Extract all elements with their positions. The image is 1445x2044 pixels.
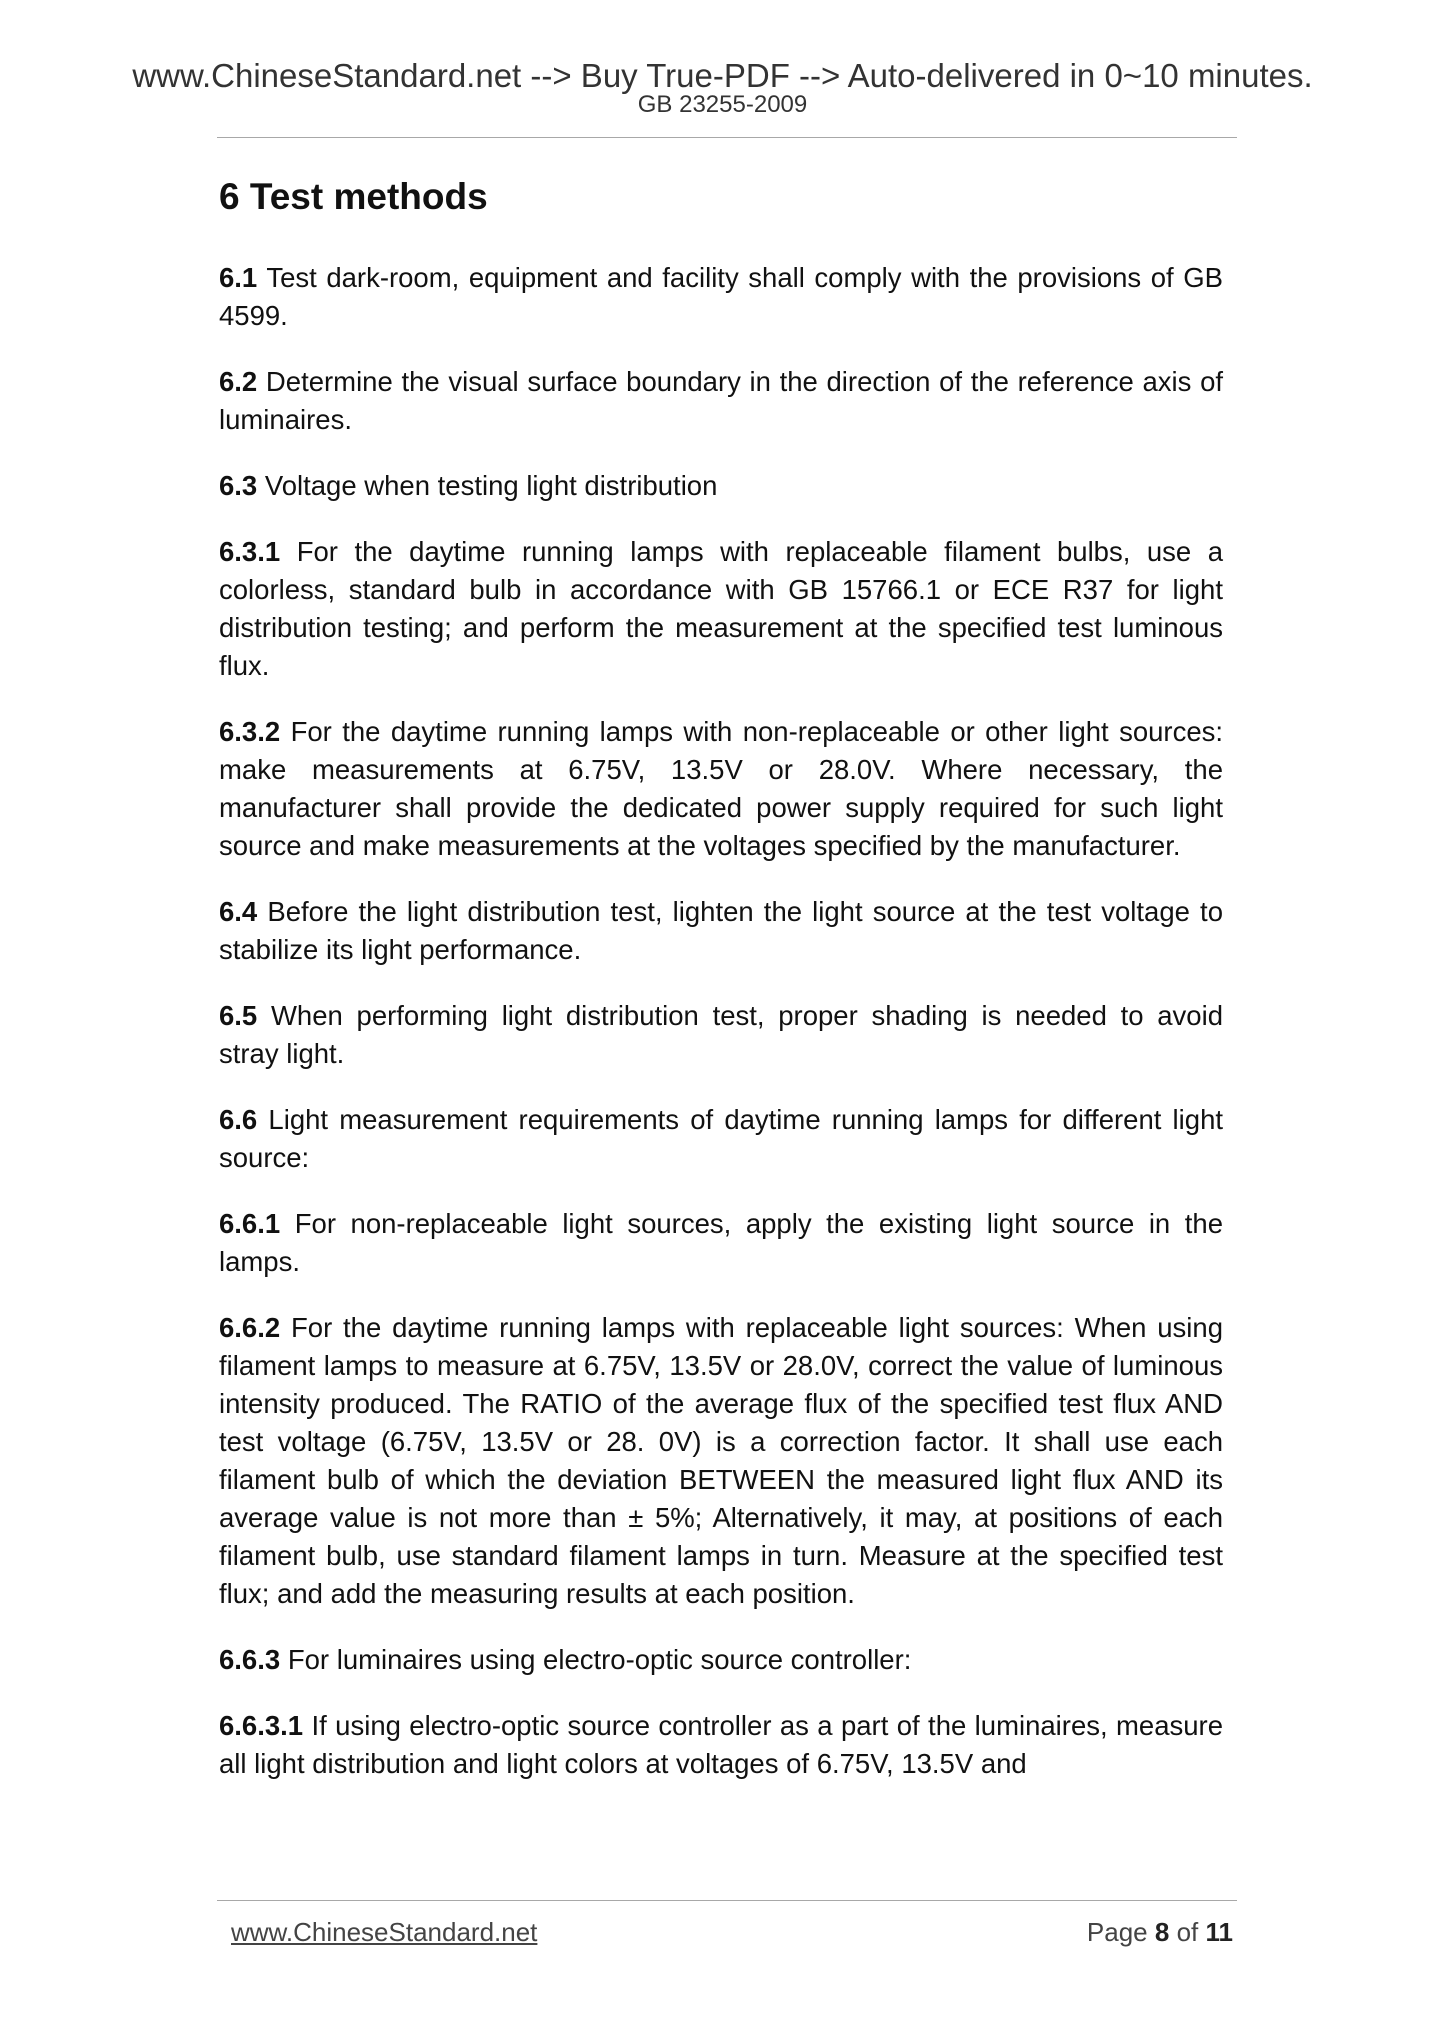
clause-text: For non-replaceable light sources, apply the existing light source in the lamps. — [219, 1208, 1224, 1278]
clause-number: 6.3.1 — [219, 536, 281, 568]
page-label: Page — [1086, 1917, 1148, 1947]
page-indicator — [1050, 1917, 1233, 1948]
clause-text: When performing light distribution test, proper shading is needed to avoid stray light. — [219, 1000, 1224, 1070]
clause-text: Light measurement requirements of daytime running lamps for different light source: — [219, 1104, 1223, 1174]
clause-6-5 — [219, 997, 1223, 1073]
clause-number: 6.3.2 — [219, 716, 281, 748]
clause-number: 6.5 — [219, 1000, 258, 1032]
clause-6-6-3 — [219, 1641, 1223, 1679]
clause-text: Test dark-room, equipment and facility shall comply with the provisions of GB 4599. — [219, 262, 1223, 332]
page-total: 11 — [1205, 1917, 1233, 1947]
clause-6-2 — [219, 363, 1223, 439]
clause-6-6-1 — [219, 1205, 1223, 1281]
clause-number: 6.6.2 — [219, 1312, 281, 1344]
footer-site-link[interactable]: www.ChineseStandard.net — [231, 1917, 538, 1947]
clause-text: Voltage when testing light distribution — [264, 470, 718, 502]
clause-6-4 — [219, 893, 1223, 969]
clause-text: For the daytime running lamps with replaceable light sources: When using filament lamps to measure at 6.75V, 13.5V or 28.0V, correct the value of luminous intensity produced. The RATIO of the average flux of the specified test flux AND test voltage (6.75V, 13.5V or 28. 0V) is a correction factor. It shall use each filament bulb of which the deviation BETWEEN the measured light flux AND its average value is not more than ± 5%; Alternatively, it may, at positions of each filament bulb, use standard filament lamps in turn. Measure at the specified test flux; and add the measuring results at each position. — [219, 1312, 1223, 1610]
footer-divider — [217, 1900, 1237, 1901]
clause-number: 6.4 — [219, 896, 258, 928]
page-current: 8 — [1154, 1917, 1170, 1947]
clause-6-3 — [219, 467, 1223, 505]
clause-text: For luminaires using electro-optic source controller: — [287, 1644, 912, 1676]
header-divider — [217, 137, 1237, 138]
clause-6-3-1 — [219, 533, 1223, 685]
standard-code: GB 23255-2009 — [637, 91, 808, 118]
document-body — [219, 175, 1223, 1811]
clause-text: If using electro-optic source controller as a part of the luminaires, measure all light distribution and light colors at voltages of 6.75V, 13.5V and — [219, 1710, 1224, 1780]
clause-number: 6.6.3 — [219, 1644, 281, 1676]
clause-number: 6.2 — [219, 366, 258, 398]
clause-6-1 — [219, 259, 1223, 335]
clause-6-6-3-1 — [219, 1707, 1223, 1783]
clause-6-3-2 — [219, 713, 1223, 865]
clause-number: 6.3 — [219, 470, 258, 502]
clause-number: 6.6.3.1 — [219, 1710, 304, 1742]
clause-number: 6.6 — [219, 1104, 258, 1136]
clause-text: For the daytime running lamps with non-replaceable or other light sources: make measurements at 6.75V, 13.5V or 28.0V. Where necessary, the manufacturer shall provide the dedicated power supply required for such light source and make measurements at the voltages specified by the manufacturer. — [219, 716, 1224, 862]
clause-6-6 — [219, 1101, 1223, 1177]
page-of-label: of — [1176, 1917, 1199, 1947]
clause-6-6-2 — [219, 1309, 1223, 1613]
clause-text: For the daytime running lamps with replaceable filament bulbs, use a colorless, standard bulb in accordance with GB 15766.1 or ECE R37 for light distribution testing; and perform the measurement at the specified test luminous flux. — [219, 536, 1224, 682]
clause-text: Before the light distribution test, lighten the light source at the test voltage to stabilize its light performance. — [219, 896, 1223, 966]
clause-number: 6.6.1 — [219, 1208, 281, 1240]
header-banner: www.ChineseStandard.net --> Buy True-PDF --> Auto-delivered in 0~10 minutes. — [132, 57, 1313, 94]
section-title: 6 Test methods — [219, 176, 488, 217]
clause-number: 6.1 — [219, 262, 258, 294]
clause-text: Determine the visual surface boundary in the direction of the reference axis of luminaires. — [219, 366, 1224, 436]
